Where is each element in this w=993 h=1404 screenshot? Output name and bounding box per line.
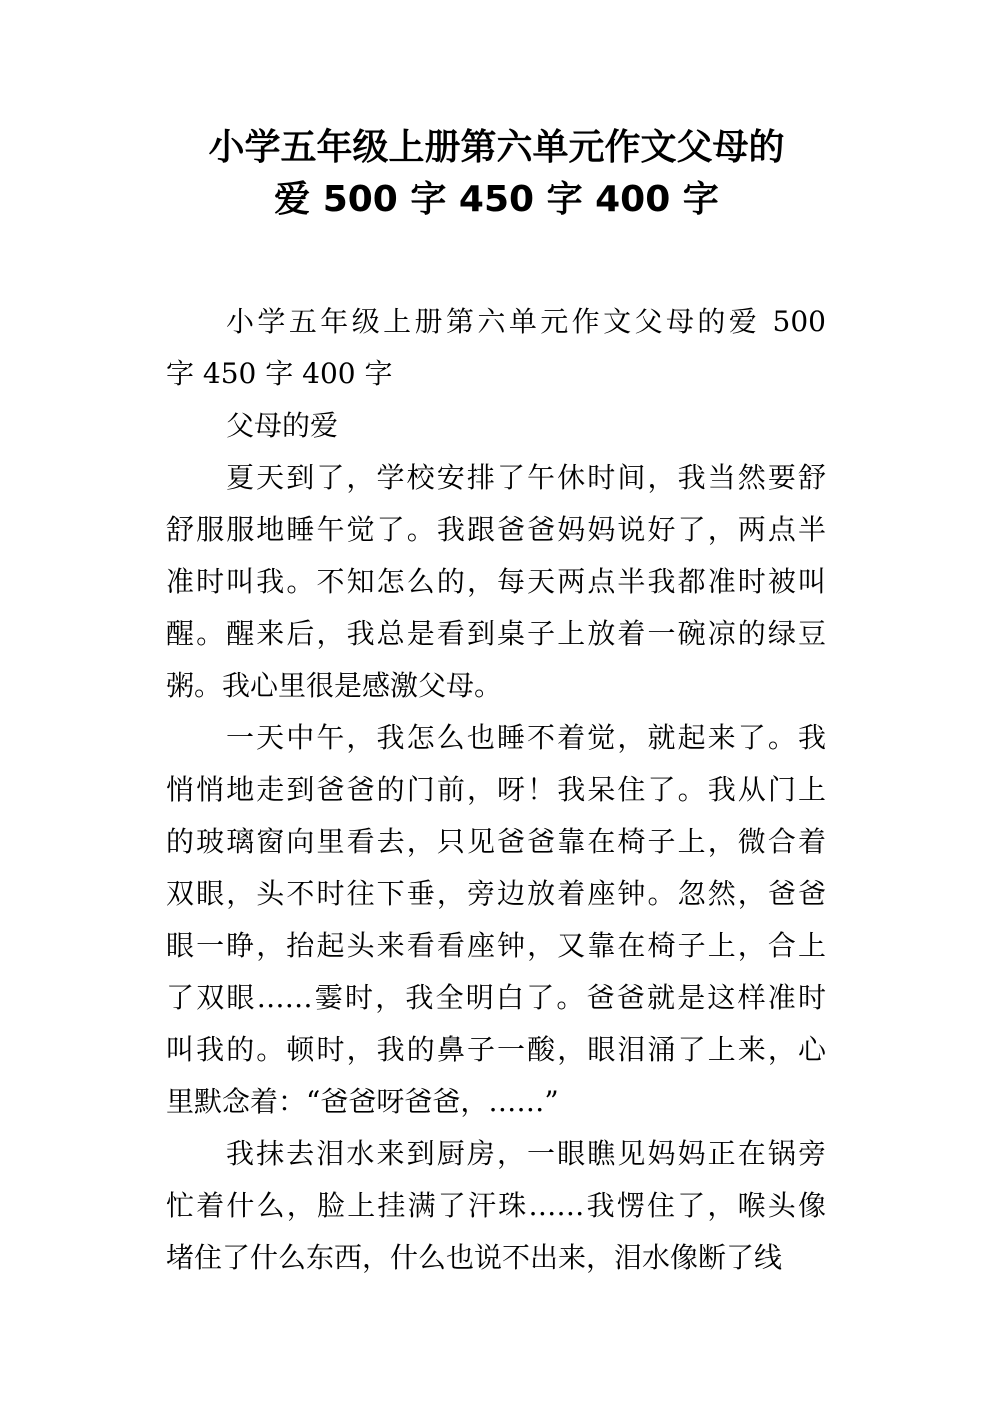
paragraph-line: 眼一睁，抬起头来看看座钟，又靠在椅子上，合上 <box>166 929 826 962</box>
paragraph-line: 粥。我心里很是感激父母。 <box>166 669 503 702</box>
paragraph <box>166 712 826 1128</box>
paragraph <box>166 452 826 712</box>
paragraph-line: 忙着什么，脸上挂满了汗珠……我愣住了，喉头像 <box>166 1189 826 1222</box>
paragraph-line: 我抹去泪水来到厨房，一眼瞧见妈妈正在锅旁 <box>226 1137 826 1170</box>
paragraph-line: 堵住了什么东西，什么也说不出来，泪水像断了线 <box>166 1241 783 1274</box>
paragraph-line: 醒。醒来后，我总是看到桌子上放着一碗凉的绿豆 <box>166 617 826 650</box>
paragraph-line: 一天中午，我怎么也睡不着觉，就起来了。我 <box>226 721 826 754</box>
paragraph-line: 悄悄地走到爸爸的门前，呀！我呆住了。我从门上 <box>166 773 826 806</box>
paragraph-line: 舒服服地睡午觉了。我跟爸爸妈妈说好了，两点半 <box>166 513 826 546</box>
document-body <box>166 296 826 1284</box>
title-line: 小学五年级上册第六单元作文父母的 <box>208 127 785 168</box>
paragraph-line: 了双眼……霎时，我全明白了。爸爸就是这样准时 <box>166 981 826 1014</box>
paragraph-line: 双眼，头不时往下垂，旁边放着座钟。忽然，爸爸 <box>166 877 826 910</box>
paragraph-line: 夏天到了，学校安排了午休时间，我当然要舒 <box>226 461 826 494</box>
title-line: 爱 500 字 450 字 400 字 <box>274 179 719 220</box>
paragraph-line: 小学五年级上册第六单元作文父母的爱 500 <box>226 305 826 338</box>
paragraph-line: 父母的爱 <box>226 409 339 442</box>
paragraph <box>166 296 826 400</box>
paragraph <box>166 400 826 452</box>
paragraph-line: 准时叫我。不知怎么的，每天两点半我都准时被叫 <box>166 565 826 598</box>
paragraph-line: 叫我的。顿时，我的鼻子一酸，眼泪涌了上来，心 <box>166 1033 826 1066</box>
paragraph <box>166 1128 826 1284</box>
paragraph-line: 的玻璃窗向里看去，只见爸爸靠在椅子上，微合着 <box>166 825 826 858</box>
document-title <box>0 122 993 226</box>
paragraph-line: 里默念着：“爸爸呀爸爸，……” <box>166 1085 559 1118</box>
paragraph-line: 字 450 字 400 字 <box>166 357 393 390</box>
